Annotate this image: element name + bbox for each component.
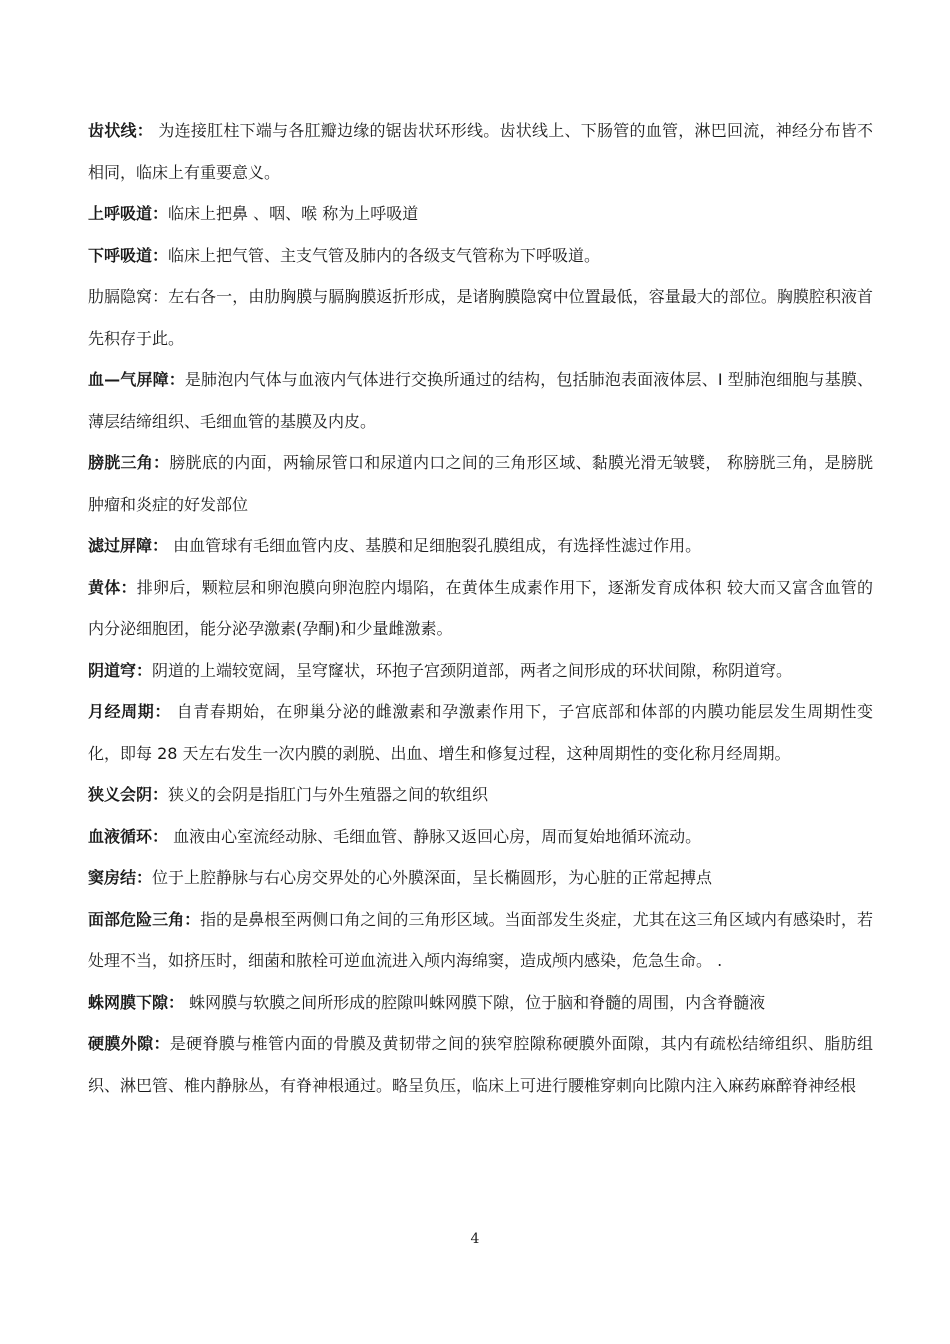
definition: 自青春期始，在卵巢分泌的雌激素和孕激素作用下，子宫底部和体部的内膜功能层发生周期性变化，即每 28 天左右发生一次内膜的剥脱、出血、增生和修复过程，这种周期性的变化称月经周期。 [88, 702, 873, 763]
term: 膀胱三角： [88, 453, 170, 472]
term: 硬膜外隙： [88, 1034, 170, 1053]
entry-dentate-line [88, 110, 873, 193]
term: 下呼吸道： [88, 245, 169, 265]
entry-subarachnoid-space [88, 982, 873, 1024]
term: 月经周期： [88, 702, 171, 721]
term: 黄体： [88, 577, 137, 597]
entry-costodiaphragmatic-recess [88, 276, 873, 359]
entry-epidural-space [88, 1023, 873, 1106]
entry-corpus-luteum [88, 567, 873, 650]
definition: 是肺泡内气体与血液内气体进行交换所通过的结构，包括肺泡表面液体层、I 型肺泡细胞与基膜、薄层结缔组织、毛细血管的基膜及内皮。 [88, 370, 873, 431]
term: 窦房结： [88, 868, 153, 887]
page-number: 4 [470, 1231, 480, 1247]
term: 狭义会阴： [88, 785, 169, 804]
definition: 狭义的会阴是指肛门与外生殖器之间的软组织 [168, 785, 489, 804]
term: 阴道穹： [88, 660, 153, 680]
definition: 排卵后，颗粒层和卵泡膜向卵泡腔内塌陷，在黄体生成素作用下，逐渐发育成体积 较大而又富含血管的内分泌细胞团，能分泌孕激素(孕酮)和少量雌激素。 [88, 577, 873, 638]
entry-lower-respiratory-tract [88, 235, 873, 277]
entry-sinoatrial-node [88, 857, 873, 899]
term: 面部危险三角： [88, 909, 201, 929]
term: 血液循环： [88, 826, 169, 846]
term: 齿状线： [88, 121, 153, 140]
term: 上呼吸道： [88, 204, 169, 223]
term: 滤过屏障： [88, 536, 169, 555]
definition: 阴道的上端较宽阔，呈穹窿状，环抱子宫颈阴道部，两者之间形成的环状间隙，称阴道穹。 [152, 660, 793, 680]
entry-filtration-barrier [88, 525, 873, 567]
definition: 是硬脊膜与椎管内面的骨膜及黄韧带之间的狭窄腔隙称硬膜外面隙，其内有疏松结缔组织、脂肪组织、淋巴管、椎内静脉丛，有脊神根通过。略呈负压，临床上可进行腰椎穿刺向比隙内注入麻药麻醉脊神经根 [88, 1034, 873, 1095]
entry-upper-respiratory-tract [88, 193, 873, 235]
entry-blood-air-barrier [88, 359, 873, 442]
definition: 由血管球有毛细血管内皮、基膜和足细胞裂孔膜组成，有选择性滤过作用。 [168, 536, 702, 555]
entry-trigone-of-bladder [88, 442, 873, 525]
definition: 临床上把鼻 、咽、喉 称为上呼吸道 [168, 204, 419, 223]
definition: 蛛网膜与软膜之间所形成的腔隙叫蛛网膜下隙，位于脑和脊髓的周围，内含脊髓液 [184, 992, 766, 1012]
definition: 左右各一，由肋胸膜与膈胸膜返折形成，是诸胸膜隐窝中位置最低，容量最大的部位。胸膜腔积液首先积存于此。 [88, 287, 873, 348]
term: 蛛网膜下隙： [88, 992, 185, 1012]
term: 肋膈隐窝： [88, 287, 169, 306]
definition: 膀胱底的内面，两输尿管口和尿道内口之间的三角形区域、黏膜光滑无皱襞， 称膀胱三角，是膀胱肿瘤和炎症的好发部位 [88, 453, 873, 514]
document-body [88, 110, 873, 1106]
entry-facial-danger-triangle [88, 899, 873, 982]
definition: 血液由心室流经动脉、毛细血管、静脉又返回心房，周而复始地循环流动。 [168, 826, 702, 846]
definition: 为连接肛柱下端与各肛瓣边缘的锯齿状环形线。齿状线上、下肠管的血管，淋巴回流，神经分布皆不相同，临床上有重要意义。 [88, 121, 873, 182]
definition: 指的是鼻根至两侧口角之间的三角形区域。当面部发生炎症，尤其在这三角区域内有感染时，若处理不当，如挤压时，细菌和脓栓可逆血流进入颅内海绵窦，造成颅内感染，危急生命。 . [88, 909, 873, 970]
term: 血—气屏障： [88, 370, 185, 389]
entry-blood-circulation [88, 816, 873, 858]
definition: 临床上把气管、主支气管及肺内的各级支气管称为下呼吸道。 [168, 245, 601, 265]
entry-fornix-of-vagina [88, 650, 873, 692]
entry-menstrual-cycle [88, 691, 873, 774]
definition: 位于上腔静脉与右心房交界处的心外膜深面，呈长椭圆形，为心脏的正常起搏点 [152, 868, 713, 887]
entry-perineum-narrow [88, 774, 873, 816]
